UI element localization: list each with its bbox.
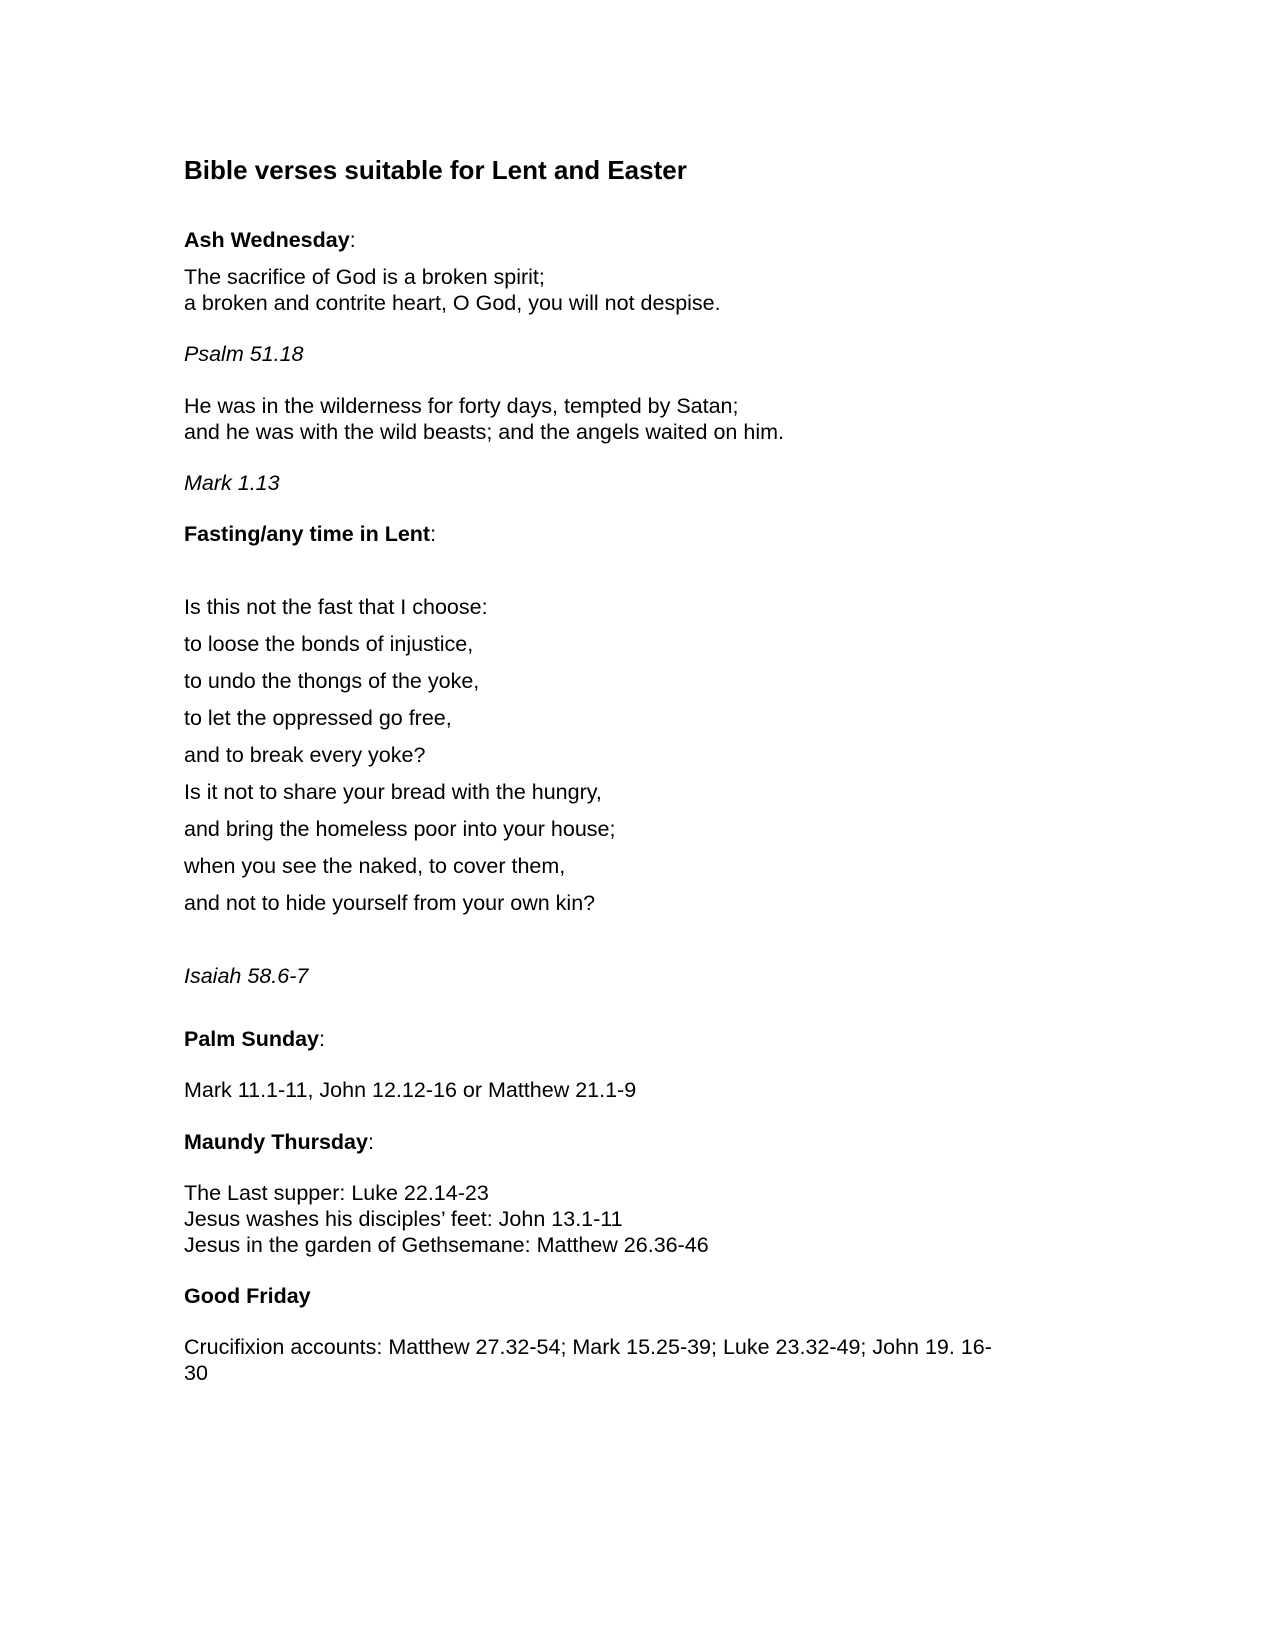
heading-maundy-thursday <box>184 1129 374 1155</box>
heading-good-friday: Good Friday <box>184 1284 311 1308</box>
heading-colon: : <box>349 228 356 252</box>
verse-line: Is it not to share your bread with the hungry, <box>184 780 602 804</box>
heading-colon: : <box>319 1027 325 1051</box>
reading-line: The Last supper: Luke 22.14-23 <box>184 1181 489 1205</box>
verse-line: and not to hide yourself from your own kin? <box>184 891 596 915</box>
verse-line: The sacrifice of God is a broken spirit; <box>184 265 545 289</box>
verse-line: and to break every yoke? <box>184 743 426 767</box>
heading-text: Palm Sunday <box>184 1027 320 1051</box>
verse-line: and bring the homeless poor into your house; <box>184 817 616 841</box>
heading-fasting <box>184 521 436 547</box>
verse-line: to let the oppressed go free, <box>184 706 452 730</box>
verse-line: to undo the thongs of the yoke, <box>184 669 480 693</box>
page-title: Bible verses suitable for Lent and Easter <box>184 155 687 185</box>
heading-colon: : <box>367 1130 374 1154</box>
heading-colon: : <box>430 522 437 546</box>
reading-line: Mark 11.1-11, John 12.12-16 or Matthew 21.1-9 <box>184 1078 637 1102</box>
heading-text: Maundy Thursday <box>184 1130 368 1154</box>
verse-line: when you see the naked, to cover them, <box>184 854 566 878</box>
verse-line: Is this not the fast that I choose: <box>184 595 488 619</box>
heading-text: Fasting/any time in Lent <box>184 522 431 546</box>
verse-line: and he was with the wild beasts; and the angels waited on him. <box>184 420 784 444</box>
reading-line: Jesus washes his disciples’ feet: John 13.1-11 <box>184 1207 623 1231</box>
reading-line: 30 <box>184 1361 208 1385</box>
reading-line: Crucifixion accounts: Matthew 27.32-54; Mark 15.25-39; Luke 23.32-49; John 19. 16- <box>184 1335 992 1359</box>
verse-line: to loose the bonds of injustice, <box>184 632 474 656</box>
verse-line: a broken and contrite heart, O God, you will not despise. <box>184 291 721 315</box>
heading-palm-sunday <box>184 1026 325 1052</box>
verse-reference: Psalm 51.18 <box>184 342 304 366</box>
verse-line: He was in the wilderness for forty days, tempted by Satan; <box>184 394 739 418</box>
heading-ash-wednesday <box>184 227 356 253</box>
verse-reference: Isaiah 58.6-7 <box>184 964 309 988</box>
heading-text: Ash Wednesday <box>184 228 350 252</box>
reading-line: Jesus in the garden of Gethsemane: Matthew 26.36-46 <box>184 1233 709 1257</box>
verse-reference: Mark 1.13 <box>184 471 280 495</box>
